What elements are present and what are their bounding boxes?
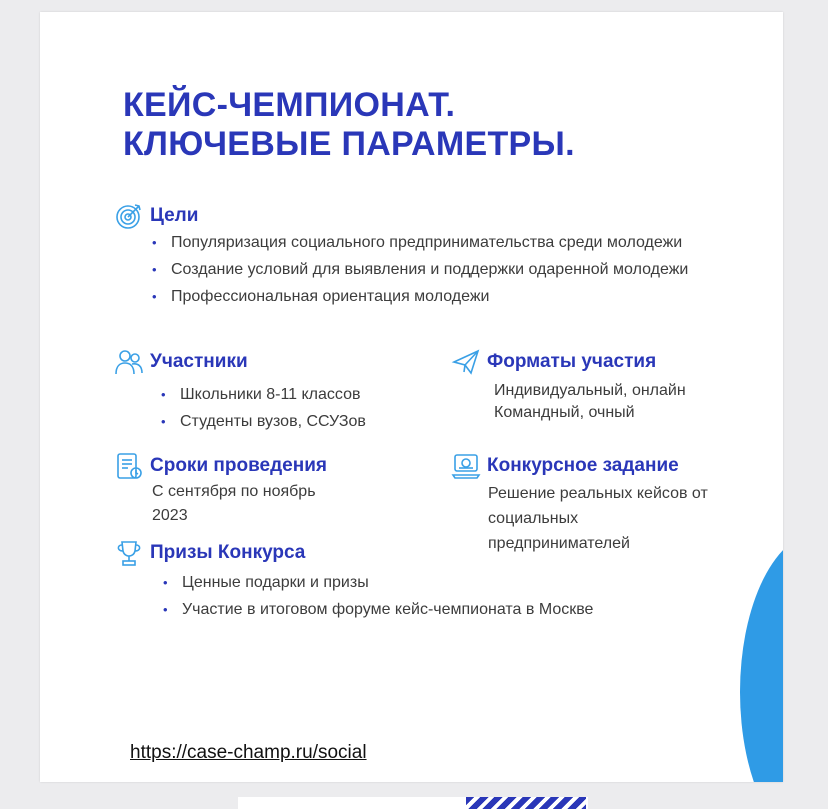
task-line-1: Решение реальных кейсов от (488, 485, 708, 502)
list-item: • Школьники 8-11 классов (180, 381, 366, 408)
prizes-section (114, 539, 593, 623)
title-line-1: КЕЙС-ЧЕМПИОНАТ. (123, 86, 456, 124)
list-item: • Профессиональная ориентация молодежи (171, 283, 688, 310)
paper-plane-icon (451, 347, 481, 377)
goals-title: Цели (150, 205, 199, 226)
prizes-title: Призы Конкурса (150, 542, 306, 563)
decorative-stripes (466, 797, 586, 809)
website-link[interactable]: https://case-champ.ru/social (130, 742, 367, 763)
formats-section (451, 348, 686, 424)
trophy-icon (114, 538, 144, 568)
list-item: • Студенты вузов, ССУЗов (180, 408, 366, 435)
dates-line-2: 2023 (152, 507, 188, 524)
slide (40, 12, 783, 782)
task-line-2: социальных (488, 510, 579, 527)
next-slide-preview (238, 797, 588, 809)
title-line-2: КЛЮЧЕВЫЕ ПАРАМЕТРЫ. (123, 125, 575, 163)
task-line-3: предпринимателей (488, 535, 630, 552)
calendar-doc-icon (114, 451, 144, 481)
prizes-list (182, 569, 593, 623)
decorative-arc (740, 532, 783, 782)
page-title (123, 86, 575, 164)
participants-title: Участники (150, 351, 248, 372)
goals-list (171, 229, 688, 310)
formats-line-2: Командный, очный (494, 404, 635, 421)
list-item: • Популяризация социального предпринимательства среди молодежи (171, 229, 688, 256)
dates-title: Сроки проведения (150, 455, 327, 476)
list-item: • Участие в итоговом форуме кейс-чемпионата в Москве (182, 596, 593, 623)
formats-title: Форматы участия (487, 351, 657, 372)
task-title: Конкурсное задание (487, 455, 679, 476)
formats-line-1: Индивидуальный, онлайн (494, 382, 686, 399)
participants-section (114, 348, 366, 435)
goals-section (114, 202, 688, 310)
people-icon (114, 347, 144, 377)
dates-section (114, 452, 327, 528)
list-item: • Создание условий для выявления и поддержки одаренной молодежи (171, 256, 688, 283)
dates-line-1: С сентября по ноябрь (152, 483, 316, 500)
list-item: • Ценные подарки и призы (182, 569, 593, 596)
target-icon (114, 201, 144, 231)
laptop-icon (451, 451, 481, 481)
participants-list (180, 381, 366, 435)
